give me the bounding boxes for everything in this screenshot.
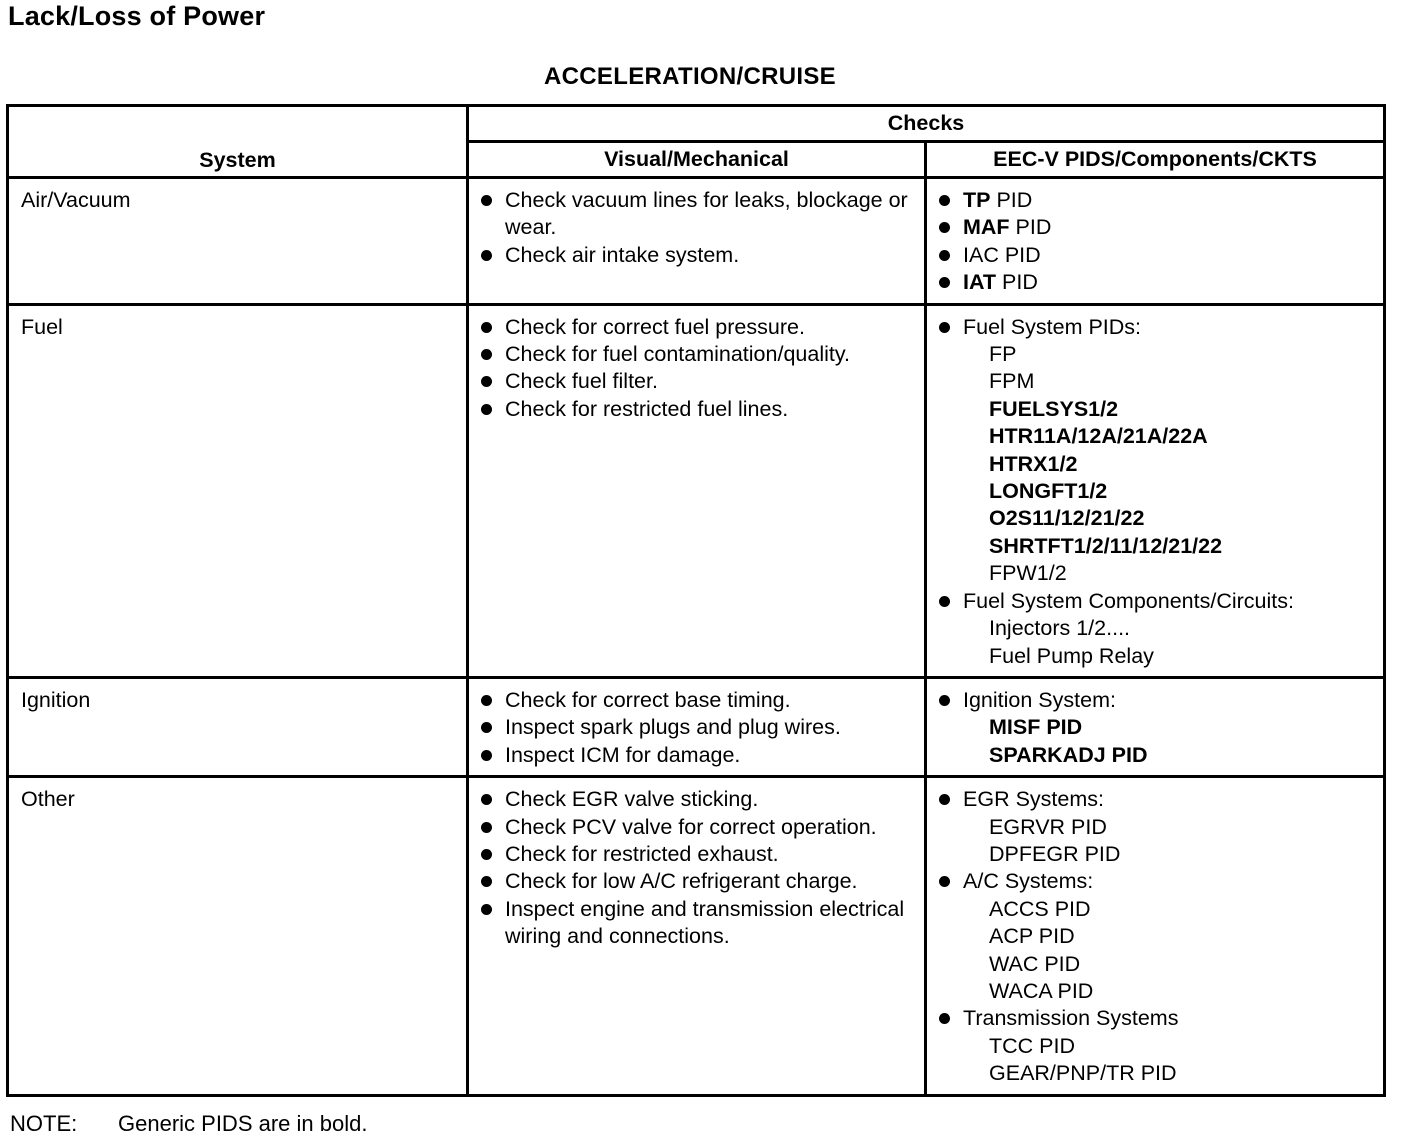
list-item: [939, 786, 1373, 813]
pid-name: IAT: [963, 270, 997, 295]
list-item: [939, 187, 1373, 214]
group-label: Transmission Systems: [963, 1006, 1179, 1031]
group-label: A/C Systems:: [963, 869, 1094, 894]
pid-item: WACA PID: [989, 978, 1094, 1003]
pid-item: TCC PID: [989, 1033, 1075, 1058]
visual-cell: [468, 178, 926, 305]
checks-header: Checks: [468, 106, 1385, 142]
table-row-ignition: [8, 677, 1385, 776]
list-item: Check for restricted exhaust.: [481, 841, 914, 868]
eec-header: EEC-V PIDS/Components/CKTS: [926, 142, 1385, 178]
visual-cell: [468, 304, 926, 677]
list-item: Check air intake system.: [481, 242, 914, 269]
list-item: Inspect engine and transmission electrical wiring and connections.: [481, 896, 914, 951]
group-label: Ignition System:: [963, 687, 1116, 712]
component-item: Injectors 1/2....: [989, 616, 1131, 641]
list-item: Check for restricted fuel lines.: [481, 396, 914, 423]
page-title: Lack/Loss of Power: [8, 1, 266, 31]
system-cell: Air/Vacuum: [8, 178, 468, 305]
pid-item: FPM: [989, 369, 1035, 394]
note-text: Generic PIDS are in bold.: [118, 1111, 368, 1136]
list-item: [939, 868, 1373, 895]
pid-item: WAC PID: [989, 951, 1081, 976]
pid-name: MAF: [963, 215, 1010, 240]
pid-suffix: PID: [1009, 215, 1052, 240]
pid-item: SPARKADJ PID: [989, 742, 1148, 767]
system-cell: Ignition: [8, 677, 468, 776]
list-item: [939, 314, 1373, 341]
list-item: Check for correct base timing.: [481, 687, 914, 714]
pid-item: EGRVR PID: [989, 814, 1107, 839]
pid-suffix: PID: [996, 270, 1038, 295]
pid-item: LONGFT1/2: [989, 479, 1108, 504]
list-item: [939, 269, 1373, 296]
pid-suffix: PID: [990, 188, 1033, 212]
table-title: ACCELERATION/CRUISE: [544, 63, 836, 90]
list-item: Check for fuel contamination/quality.: [481, 341, 914, 368]
table-row-fuel: [8, 304, 1385, 677]
list-item: Check for correct fuel pressure.: [481, 314, 914, 341]
list-item: Check PCV valve for correct operation.: [481, 814, 914, 841]
list-item: [939, 1005, 1373, 1032]
list-item: Inspect ICM for damage.: [481, 742, 914, 769]
list-item: Inspect spark plugs and plug wires.: [481, 714, 914, 741]
pid-item: FP: [989, 342, 1017, 367]
group-label: Fuel System Components/Circuits:: [963, 588, 1294, 613]
pid-item: DPFEGR PID: [989, 841, 1121, 866]
system-cell: Other: [8, 777, 468, 1095]
pid-item: FUELSYS1/2: [989, 396, 1119, 421]
pid-item: FPW1/2: [989, 561, 1067, 586]
checks-table: [6, 104, 1386, 1097]
list-item: [939, 242, 1373, 269]
table-row-other: [8, 777, 1385, 1095]
pid-item: ACP PID: [989, 924, 1075, 949]
eec-cell: [926, 304, 1385, 677]
pid-item: ACCS PID: [989, 896, 1091, 921]
group-label: EGR Systems:: [963, 787, 1104, 812]
eec-cell: [926, 677, 1385, 776]
pid-item: HTR11A/12A/21A/22A: [989, 424, 1208, 449]
visual-mechanical-header: Visual/Mechanical: [468, 142, 926, 178]
pid-name: TP: [963, 188, 991, 212]
note-label: NOTE:: [10, 1111, 78, 1136]
component-item: Fuel Pump Relay: [989, 643, 1154, 668]
list-item: Check EGR valve sticking.: [481, 786, 914, 813]
list-item: Check for low A/C refrigerant charge.: [481, 868, 914, 895]
group-label: Fuel System PIDs:: [963, 314, 1142, 339]
pid-item: HTRX1/2: [989, 451, 1078, 476]
pid-item: GEAR/PNP/TR PID: [989, 1061, 1177, 1086]
pid-item: O2S11/12/21/22: [989, 506, 1145, 531]
list-item: [939, 588, 1373, 615]
system-cell: Fuel: [8, 304, 468, 677]
pid-item: MISF PID: [989, 715, 1083, 740]
system-header: System: [8, 106, 468, 178]
list-item: Check vacuum lines for leaks, blockage or wear.: [481, 187, 914, 242]
table-row-air-vacuum: [8, 178, 1385, 305]
pid-item: SHRTFT1/2/11/12/21/22: [989, 533, 1223, 558]
eec-cell: [926, 178, 1385, 305]
footnote: [10, 1111, 367, 1137]
visual-cell: [468, 677, 926, 776]
eec-cell: [926, 777, 1385, 1095]
list-item: Check fuel filter.: [481, 368, 914, 395]
list-item: [939, 214, 1373, 241]
pid-name: IAC PID: [963, 242, 1041, 267]
visual-cell: [468, 777, 926, 1095]
list-item: [939, 687, 1373, 714]
